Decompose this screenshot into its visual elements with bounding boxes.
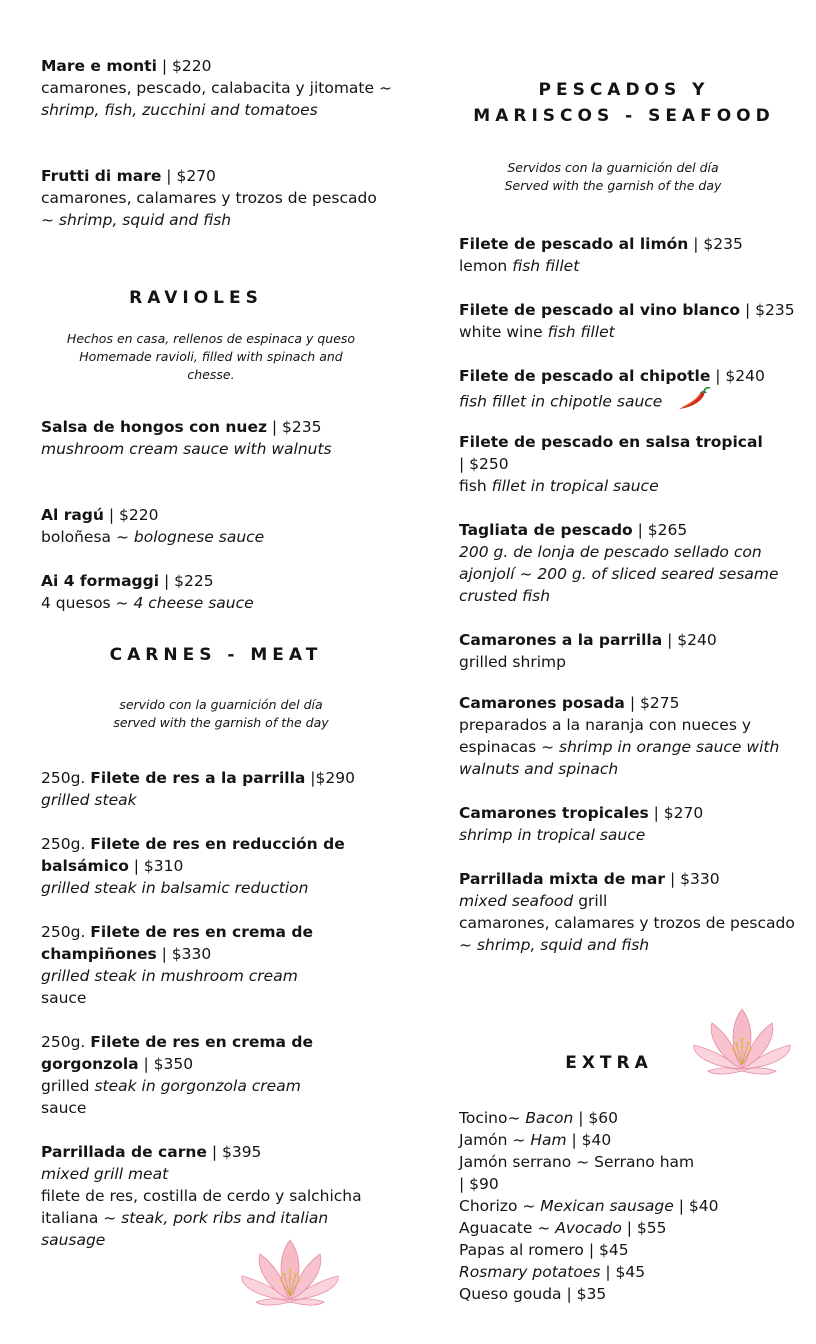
item-description-es: 4 quesos ~ [41,594,134,612]
item-subtitle: mixed grill meat [41,1165,169,1183]
menu-item-camarones-posada [459,692,811,780]
menu-item-pescado-tropical [459,431,811,497]
item-price: | $240 [662,631,717,649]
menu-item-parrillada-carne [41,1141,381,1251]
item-description-en: 200 g. of sliced seared sesame crusted fish [459,565,779,605]
item-name: Camarones a la parrilla [459,631,663,649]
item-subtitle-cont: grill [573,892,608,910]
item-price: | $235 [740,301,795,319]
item-price: | $250 [459,455,509,473]
item-price: | $330 [156,945,212,963]
item-price: |$290 [305,769,355,787]
item-description-en: shrimp in orange sauce with walnuts and spinach [459,738,780,778]
item-description-es: camarones, calamares y trozos de pescado ~ [41,189,377,229]
menu-item-ai-4-formaggi [41,570,381,614]
item-name: Frutti di mare [41,167,162,185]
item-name: Filete de pescado al limón [459,235,689,253]
item-description-es: preparados a la naranja con nueces y espinacas ~ [459,716,752,756]
section-heading-carnes: CARNES - MEAT [109,645,323,665]
item-price: | $235 [266,418,322,436]
section-heading-seafood [459,77,789,129]
item-name: Filete de pescado al vino blanco [459,301,741,319]
item-description-en: shrimp, squid and fish [476,936,650,954]
item-description-en: fillet in tropical sauce [491,477,659,495]
item-price: | $240 [710,367,765,385]
item-price: | $350 [138,1055,194,1073]
item-name: Mare e monti [41,57,157,75]
item-price: | $330 [665,870,720,888]
item-price: | $310 [128,857,184,875]
section-heading-extra: EXTRA [565,1053,653,1073]
item-name: Filete de res en crema de champiñones [41,923,314,963]
item-description-en: steak in gorgonzola cream [94,1077,301,1095]
menu-item-pescado-vino-blanco [459,299,811,343]
item-description-en-cont: sauce [41,989,87,1007]
item-price: | $220 [156,57,212,75]
item-price: | $235 [688,235,743,253]
menu-item-pescado-limon [459,233,811,277]
section-note-carnes [61,696,381,732]
menu-item-salsa-de-hongos [41,416,341,460]
note-en: served with the garnish of the day [113,715,329,730]
item-name: Al ragú [41,506,104,524]
item-name: Salsa de hongos con nuez [41,418,267,436]
item-weight: 250g. [41,923,91,941]
note-es: servido con la guarnición del día [119,697,323,712]
item-name: Parrillada de carne [41,1143,207,1161]
menu-item-al-ragu [41,504,381,548]
menu-item-parrillada-mar [459,868,799,956]
item-description-en: 4 cheese sauce [133,594,254,612]
note-en: Homemade ravioli, filled with spinach and chesse. [79,349,343,382]
item-description-en: fish fillet [547,323,615,341]
extra-item: Rosmary potatoes | $45 [459,1263,646,1281]
item-name: Camarones tropicales [459,804,649,822]
item-weight: 250g. [41,769,91,787]
item-description-es: camarones, calamares y trozos de pescado ~ [459,914,795,954]
item-name: Filete de res a la parrilla [90,769,306,787]
item-description-es: fish [459,477,492,495]
menu-item-filete-balsamico [41,833,381,899]
item-description-en: shrimp, squid and fish [58,211,232,229]
item-description-en: bolognese sauce [133,528,265,546]
item-name: Camarones posada [459,694,625,712]
item-description-es: filete de res, costilla de cerdo y salchicha italiana ~ [41,1187,362,1227]
item-price: | $220 [103,506,159,524]
heading-line2: MARISCOS - SEAFOOD [473,106,775,126]
menu-item-frutti-di-mare [41,165,381,231]
note-es: Servidos con la guarnición del día [507,160,719,175]
extra-item: Chorizo ~ Mexican sausage | $40 [459,1197,719,1215]
item-description-es: grilled [41,1077,95,1095]
item-price: | $395 [206,1143,262,1161]
item-name: Tagliata de pescado [459,521,633,539]
item-name: Ai 4 formaggi [41,572,160,590]
extra-item: Queso gouda | $35 [459,1285,607,1303]
item-price: | $275 [624,694,680,712]
item-description-en: fish fillet [512,257,580,275]
extra-item: Jamón ~ Ham | $40 [459,1131,612,1149]
extra-item: Tocino~ Bacon | $60 [459,1109,619,1127]
item-weight: 250g. [41,835,91,853]
section-note-ravioles [61,330,361,384]
item-description-es: lemon [459,257,513,275]
chili-pepper-icon [675,387,713,417]
item-name: Filete de res en reducción de balsámico [41,835,345,875]
menu-item-filete-champinones [41,921,381,1009]
item-weight: 250g. [41,1033,91,1051]
item-name: Filete de pescado en salsa tropical [459,433,763,451]
section-heading-ravioles: RAVIOLES [129,288,263,308]
note-es: Hechos en casa, rellenos de espinaca y queso [66,331,356,346]
menu-item-pescado-chipotle [459,365,811,417]
heading-line1: PESCADOS Y [538,80,710,100]
item-price: | $270 [648,804,704,822]
item-description-es: boloñesa ~ [41,528,134,546]
item-description-es: grilled shrimp [459,653,566,671]
extra-item: Jamón serrano ~ Serrano ham | $90 [459,1153,695,1193]
menu-item-camarones-tropicales [459,802,811,846]
item-description-en: shrimp in tropical sauce [459,826,646,844]
item-description-es: 200 g. de lonja de pescado sellado con ajonjolí ~ [459,543,762,583]
item-price: | $270 [161,167,216,185]
menu-item-tagliata [459,519,811,607]
extra-list [459,1107,799,1305]
item-name: Filete de pescado al chipotle [459,367,711,385]
item-description-es: camarones, pescado, calabacita y jitomate ~ [41,79,392,97]
item-description-en: steak, pork ribs and italian sausage [41,1209,329,1249]
item-description-es: white wine [459,323,548,341]
item-description-en: mushroom cream sauce with walnuts [41,440,332,458]
item-description-en: grilled steak in mushroom cream [41,967,298,985]
lotus-flower-icon [690,1005,794,1079]
item-description-en: grilled steak in balsamic reduction [41,879,309,897]
menu-item-mare-e-monti [41,55,401,121]
extra-item: Aguacate ~ Avocado | $55 [459,1219,667,1237]
item-description-en-cont: sauce [41,1099,87,1117]
menu-item-filete-gorgonzola [41,1031,381,1119]
note-en: Served with the garnish of the day [504,178,722,193]
item-name: Parrillada mixta de mar [459,870,666,888]
item-description-en: fish fillet in chipotle sauce [459,392,663,411]
menu-item-camarones-parrilla [459,629,811,673]
item-description-en: shrimp, fish, zucchini and tomatoes [41,101,318,119]
lotus-flower-icon [238,1236,342,1310]
extra-item: Papas al romero | $45 [459,1241,629,1259]
item-price: | $265 [632,521,688,539]
item-price: | $225 [159,572,214,590]
section-note-seafood [459,159,767,195]
menu-item-filete-parrilla [41,767,401,811]
item-description-en: grilled steak [41,791,137,809]
item-subtitle: mixed seafood [459,892,574,910]
item-name: Filete de res en crema de gorgonzola [41,1033,314,1073]
